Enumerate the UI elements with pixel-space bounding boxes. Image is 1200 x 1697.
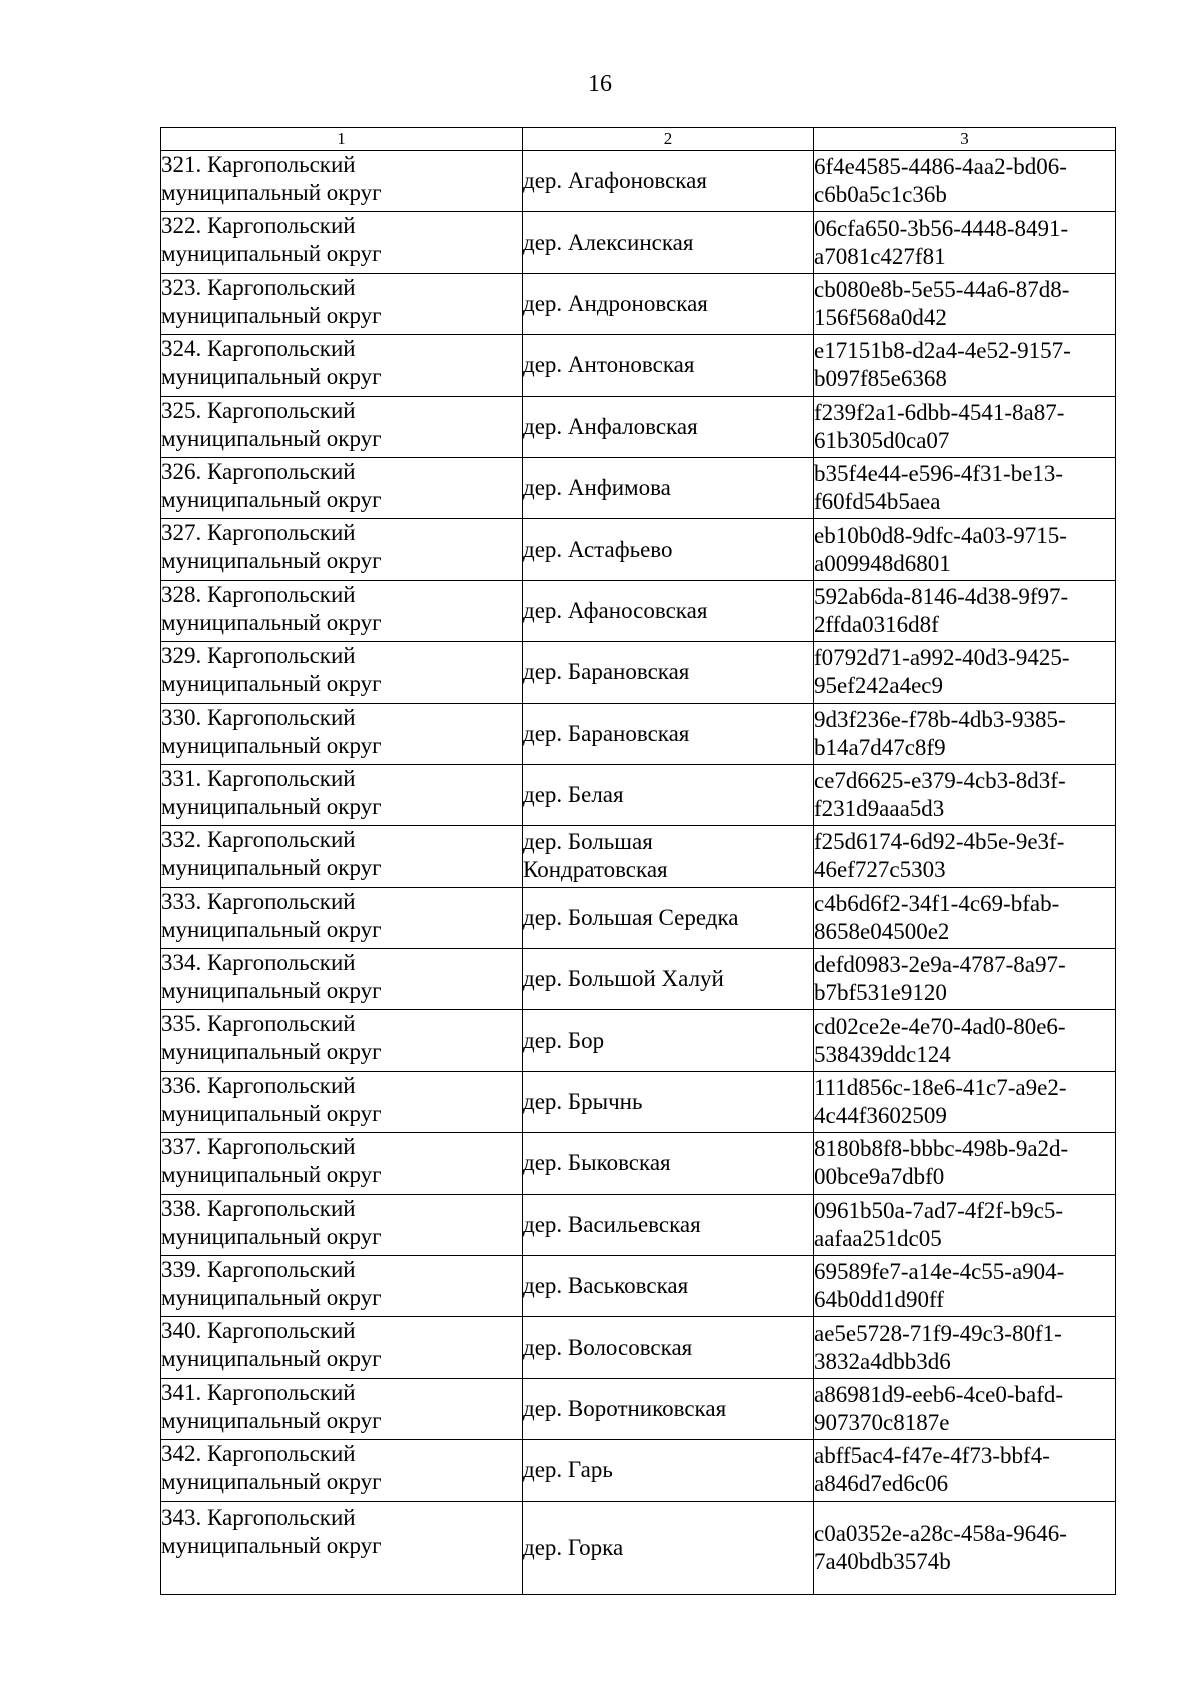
guid-line: 907370c8187e — [814, 1410, 950, 1435]
district-line-1 — [161, 704, 522, 732]
settlement-name-line: дер. Быковская — [523, 1150, 671, 1176]
guid-line: 7a40bdb3574b — [814, 1548, 951, 1574]
settlement-name-line: дер. Волосовская — [523, 1334, 693, 1360]
settlement-cell — [523, 335, 814, 396]
guid-line: 3832a4dbb3d6 — [814, 1348, 951, 1374]
district-name: Каргопольский — [207, 1504, 356, 1530]
settlement-cell — [523, 580, 814, 641]
table-row — [161, 273, 1116, 334]
row-number: 341. — [161, 1379, 202, 1405]
district-line-1 — [161, 1256, 522, 1284]
district-name: Каргопольский — [207, 827, 356, 853]
guid-line: b14a7d47c8f9 — [814, 734, 946, 760]
district-cell — [161, 949, 523, 1010]
settlement-cell — [523, 1317, 814, 1378]
district-line-2: муниципальный округ — [161, 302, 382, 328]
table-row — [161, 212, 1116, 273]
guid-line: f0792d71-a992-40d3-9425- — [814, 645, 1070, 671]
district-line-2: муниципальный округ — [161, 916, 382, 942]
district-line-2: муниципальный округ — [161, 793, 382, 819]
guid-line: 592ab6da-8146-4d38-9f97- — [814, 583, 1069, 609]
table-row — [161, 1378, 1116, 1439]
row-number: 324. — [161, 336, 202, 362]
table-row — [161, 1133, 1116, 1194]
table-row — [161, 396, 1116, 457]
row-number: 333. — [161, 888, 202, 914]
district-name: Каргопольский — [207, 765, 356, 791]
guid-cell — [814, 1071, 1116, 1132]
guid-cell — [814, 151, 1116, 212]
district-cell — [161, 457, 523, 518]
guid-line: b097f85e6368 — [814, 366, 947, 392]
guid-line: cd02ce2e-4e70-4ad0-80e6- — [814, 1013, 1066, 1039]
district-line-2: муниципальный округ — [161, 732, 382, 758]
district-name: Каргопольский — [207, 213, 356, 239]
table-row — [161, 1440, 1116, 1501]
row-number: 326. — [161, 458, 202, 484]
district-cell — [161, 212, 523, 273]
settlement-cell — [523, 1071, 814, 1132]
table-row — [161, 887, 1116, 948]
guid-cell — [814, 335, 1116, 396]
guid-line: eb10b0d8-9dfc-4a03-9715- — [814, 522, 1067, 548]
guid-line: e17151b8-d2a4-4e52-9157- — [814, 338, 1071, 364]
guid-line: cb080e8b-5e55-44a6-87d8- — [814, 276, 1070, 302]
district-cell — [161, 1010, 523, 1071]
settlement-cell — [523, 396, 814, 457]
guid-line: c0a0352e-a28c-458a-9646- — [814, 1520, 1067, 1546]
guid-line: 69589fe7-a14e-4c55-a904- — [814, 1259, 1065, 1285]
row-number: 335. — [161, 1011, 202, 1037]
row-number: 322. — [161, 213, 202, 239]
guid-cell — [814, 826, 1116, 887]
district-cell — [161, 887, 523, 948]
district-line-2: муниципальный округ — [161, 486, 382, 512]
district-line-1 — [161, 949, 522, 977]
row-number: 336. — [161, 1072, 202, 1098]
table-row — [161, 1317, 1116, 1378]
settlement-name-line: дер. Барановская — [523, 720, 690, 746]
guid-line: abff5ac4-f47e-4f73-bbf4- — [814, 1443, 1050, 1469]
row-number: 337. — [161, 1134, 202, 1160]
row-number: 332. — [161, 827, 202, 853]
settlement-name-line: дер. Алексинская — [523, 229, 694, 255]
settlement-name-line: Кондратовская — [523, 857, 668, 883]
district-cell — [161, 642, 523, 703]
guid-cell — [814, 212, 1116, 273]
row-number: 334. — [161, 950, 202, 976]
column-header-3: 3 — [814, 128, 1116, 151]
district-line-2: муниципальный округ — [161, 548, 382, 574]
district-line-2: муниципальный округ — [161, 1469, 382, 1495]
settlement-name-line: дер. Белая — [523, 782, 624, 808]
settlement-name-line: дер. Анфаловская — [523, 413, 698, 439]
district-cell — [161, 1133, 523, 1194]
guid-line: c4b6d6f2-34f1-4c69-bfab- — [814, 890, 1060, 916]
district-line-2: муниципальный округ — [161, 1407, 382, 1433]
district-line-1 — [161, 1195, 522, 1223]
settlement-cell — [523, 703, 814, 764]
district-name: Каргопольский — [207, 336, 356, 362]
district-cell — [161, 1501, 523, 1594]
table-row — [161, 1256, 1116, 1317]
settlement-name-line: дер. Брычнь — [523, 1089, 643, 1115]
district-line-2: муниципальный округ — [161, 241, 382, 267]
row-number: 338. — [161, 1195, 202, 1221]
settlement-name-line: дер. Гарь — [523, 1457, 613, 1483]
row-number: 321. — [161, 152, 202, 177]
district-name: Каргопольский — [207, 1072, 356, 1098]
district-line-2: муниципальный округ — [161, 978, 382, 1004]
settlement-name-line: дер. Бор — [523, 1027, 605, 1053]
settlement-cell — [523, 1010, 814, 1071]
guid-cell — [814, 1317, 1116, 1378]
district-name: Каргопольский — [207, 1134, 356, 1160]
district-line-1 — [161, 1504, 522, 1532]
guid-line: 00bce9a7dbf0 — [814, 1164, 945, 1190]
district-cell — [161, 1256, 523, 1317]
district-line-1 — [161, 335, 522, 363]
district-line-2: муниципальный округ — [161, 180, 382, 205]
district-name: Каргопольский — [207, 1441, 356, 1467]
guid-cell — [814, 949, 1116, 1010]
district-line-1 — [161, 765, 522, 793]
district-cell — [161, 1317, 523, 1378]
settlement-cell — [523, 642, 814, 703]
district-line-2: муниципальный округ — [161, 1346, 382, 1372]
guid-line: 61b305d0ca07 — [814, 427, 950, 453]
settlement-cell — [523, 949, 814, 1010]
district-line-2: муниципальный округ — [161, 1285, 382, 1311]
district-name: Каргопольский — [207, 1257, 356, 1283]
guid-line: a846d7ed6c06 — [814, 1471, 949, 1497]
guid-line: b7bf531e9120 — [814, 980, 947, 1006]
district-cell — [161, 519, 523, 580]
district-line-2: муниципальный округ — [161, 855, 382, 881]
settlement-name-line: дер. Большая — [523, 829, 653, 855]
guid-line: ae5e5728-71f9-49c3-80f1- — [814, 1320, 1062, 1346]
district-cell — [161, 273, 523, 334]
district-cell — [161, 764, 523, 825]
settlement-cell — [523, 212, 814, 273]
settlement-cell — [523, 1440, 814, 1501]
district-line-2: муниципальный округ — [161, 609, 382, 635]
district-line-1 — [161, 1072, 522, 1100]
district-name: Каргопольский — [207, 643, 356, 669]
guid-line: a009948d6801 — [814, 550, 951, 576]
table-header-row — [161, 128, 1116, 151]
table-row — [161, 703, 1116, 764]
settlement-name-line: дер. Горка — [523, 1534, 624, 1560]
district-line-2: муниципальный округ — [161, 1162, 382, 1188]
district-name: Каргопольский — [207, 1318, 356, 1344]
district-cell — [161, 1194, 523, 1255]
settlement-name-line: дер. Васильевская — [523, 1211, 701, 1237]
guid-line: 8658e04500e2 — [814, 918, 950, 944]
district-cell — [161, 1440, 523, 1501]
district-cell — [161, 1378, 523, 1439]
district-name: Каргопольский — [207, 888, 356, 914]
guid-line: 46ef727c5303 — [814, 857, 946, 883]
guid-line: 2ffda0316d8f — [814, 611, 939, 637]
settlement-name-line: дер. Андроновская — [523, 290, 708, 316]
district-name: Каргопольский — [207, 458, 356, 484]
district-line-2: муниципальный округ — [161, 1223, 382, 1249]
district-line-1 — [161, 519, 522, 547]
settlement-cell — [523, 826, 814, 887]
row-number: 328. — [161, 581, 202, 607]
settlement-name-line: дер. Большая Середка — [523, 904, 739, 930]
district-name: Каргопольский — [207, 1379, 356, 1405]
district-cell — [161, 703, 523, 764]
table-row — [161, 335, 1116, 396]
guid-cell — [814, 1133, 1116, 1194]
district-line-2: муниципальный округ — [161, 425, 382, 451]
guid-cell — [814, 642, 1116, 703]
district-cell — [161, 396, 523, 457]
guid-line: 4c44f3602509 — [814, 1103, 947, 1129]
district-line-1 — [161, 1133, 522, 1161]
district-line-1 — [161, 458, 522, 486]
row-number: 331. — [161, 765, 202, 791]
settlement-name-line: дер. Антоновская — [523, 352, 695, 378]
guid-cell — [814, 519, 1116, 580]
table-row — [161, 151, 1116, 212]
guid-line: 64b0dd1d90ff — [814, 1287, 944, 1313]
settlement-cell — [523, 1501, 814, 1594]
settlement-name-line: дер. Васьковская — [523, 1273, 689, 1299]
guid-cell — [814, 1501, 1116, 1594]
table-row — [161, 457, 1116, 518]
settlement-name-line: дер. Большой Халуй — [523, 966, 724, 992]
row-number: 330. — [161, 704, 202, 730]
district-line-2: муниципальный округ — [161, 1100, 382, 1126]
guid-cell — [814, 1440, 1116, 1501]
district-line-2: муниципальный округ — [161, 1039, 382, 1065]
settlement-name-line: дер. Воротниковская — [523, 1396, 727, 1421]
table-row — [161, 580, 1116, 641]
district-cell — [161, 151, 523, 212]
guid-line: 95ef242a4ec9 — [814, 673, 943, 699]
settlement-name-line: дер. Афаносовская — [523, 597, 708, 623]
district-line-1 — [161, 642, 522, 670]
guid-line: c6b0a5c1c36b — [814, 182, 947, 208]
district-cell — [161, 826, 523, 887]
district-cell — [161, 580, 523, 641]
guid-line: f60fd54b5aea — [814, 489, 941, 515]
guid-line: ce7d6625-e379-4cb3-8d3f- — [814, 768, 1066, 794]
district-line-2: муниципальный округ — [161, 1532, 382, 1558]
guid-cell — [814, 764, 1116, 825]
district-line-2: муниципальный округ — [161, 671, 382, 697]
district-name: Каргопольский — [207, 1195, 356, 1221]
guid-line: 06cfa650-3b56-4448-8491- — [814, 215, 1069, 241]
guid-line: f239f2a1-6dbb-4541-8a87- — [814, 399, 1065, 425]
guid-cell — [814, 396, 1116, 457]
guid-line: 6f4e4585-4486-4aa2-bd06- — [814, 154, 1067, 180]
settlement-cell — [523, 887, 814, 948]
row-number: 342. — [161, 1441, 202, 1467]
district-line-2: муниципальный округ — [161, 364, 382, 390]
district-name: Каргопольский — [207, 520, 356, 546]
guid-line: f25d6174-6d92-4b5e-9e3f- — [814, 829, 1065, 855]
district-line-1 — [161, 212, 522, 240]
table-row — [161, 642, 1116, 703]
column-header-1: 1 — [161, 128, 523, 151]
row-number: 343. — [161, 1504, 202, 1530]
district-name: Каргопольский — [207, 274, 356, 300]
guid-line: f231d9aaa5d3 — [814, 796, 945, 822]
district-name: Каргопольский — [207, 397, 356, 423]
table-row — [161, 519, 1116, 580]
district-name: Каргопольский — [207, 1011, 356, 1037]
guid-cell — [814, 1256, 1116, 1317]
guid-line: a7081c427f81 — [814, 243, 946, 269]
guid-line: 538439ddc124 — [814, 1041, 951, 1067]
guid-line: 156f568a0d42 — [814, 304, 947, 330]
district-name: Каргопольский — [207, 950, 356, 976]
table-row — [161, 764, 1116, 825]
guid-line: aafaa251dc05 — [814, 1225, 942, 1251]
settlement-cell — [523, 151, 814, 212]
table-row — [161, 1071, 1116, 1132]
district-cell — [161, 335, 523, 396]
settlement-cell — [523, 764, 814, 825]
row-number: 323. — [161, 274, 202, 300]
table-body — [161, 151, 1116, 1595]
guid-line: 0961b50a-7ad7-4f2f-b9c5- — [814, 1197, 1064, 1223]
district-line-1 — [161, 826, 522, 854]
settlements-table — [160, 127, 1116, 1595]
settlement-cell — [523, 1194, 814, 1255]
row-number: 327. — [161, 520, 202, 546]
guid-cell — [814, 457, 1116, 518]
table-row — [161, 1010, 1116, 1071]
guid-cell — [814, 703, 1116, 764]
district-line-1 — [161, 581, 522, 609]
district-line-1 — [161, 1440, 522, 1468]
guid-line: 8180b8f8-bbbc-498b-9a2d- — [814, 1136, 1069, 1162]
district-line-1 — [161, 1010, 522, 1038]
row-number: 340. — [161, 1318, 202, 1344]
row-number: 339. — [161, 1257, 202, 1283]
district-line-1 — [161, 1317, 522, 1345]
district-line-1 — [161, 151, 522, 179]
guid-line: b35f4e44-e596-4f31-be13- — [814, 461, 1064, 487]
column-header-2: 2 — [523, 128, 814, 151]
guid-line: 9d3f236e-f78b-4db3-9385- — [814, 706, 1066, 732]
row-number: 329. — [161, 643, 202, 669]
table-row — [161, 949, 1116, 1010]
district-name: Каргопольский — [207, 704, 356, 730]
district-cell — [161, 1071, 523, 1132]
settlement-name-line: дер. Анфимова — [523, 475, 671, 501]
guid-line: defd0983-2e9a-4787-8a97- — [814, 952, 1066, 978]
settlement-cell — [523, 457, 814, 518]
guid-line: 111d856c-18e6-41c7-a9e2- — [814, 1075, 1067, 1101]
table-row — [161, 1194, 1116, 1255]
settlement-name-line: дер. Агафоновская — [523, 168, 707, 194]
guid-cell — [814, 273, 1116, 334]
page-number: 16 — [588, 71, 612, 97]
settlement-cell — [523, 1133, 814, 1194]
district-line-1 — [161, 397, 522, 425]
district-name: Каргопольский — [207, 581, 356, 607]
settlement-name-line: дер. Астафьево — [523, 536, 673, 562]
district-line-1 — [161, 888, 522, 916]
table-row — [161, 1501, 1116, 1594]
row-number: 325. — [161, 397, 202, 423]
guid-cell — [814, 1194, 1116, 1255]
settlement-cell — [523, 519, 814, 580]
guid-cell — [814, 1378, 1116, 1439]
guid-line: a86981d9-eeb6-4ce0-bafd- — [814, 1382, 1064, 1407]
settlement-cell — [523, 1256, 814, 1317]
guid-cell — [814, 1010, 1116, 1071]
settlement-cell — [523, 273, 814, 334]
guid-cell — [814, 580, 1116, 641]
district-line-1 — [161, 274, 522, 302]
settlement-name-line: дер. Барановская — [523, 659, 690, 685]
table-row — [161, 826, 1116, 887]
district-name: Каргопольский — [207, 152, 356, 177]
district-line-1 — [161, 1379, 522, 1407]
settlement-cell — [523, 1378, 814, 1439]
guid-cell — [814, 887, 1116, 948]
